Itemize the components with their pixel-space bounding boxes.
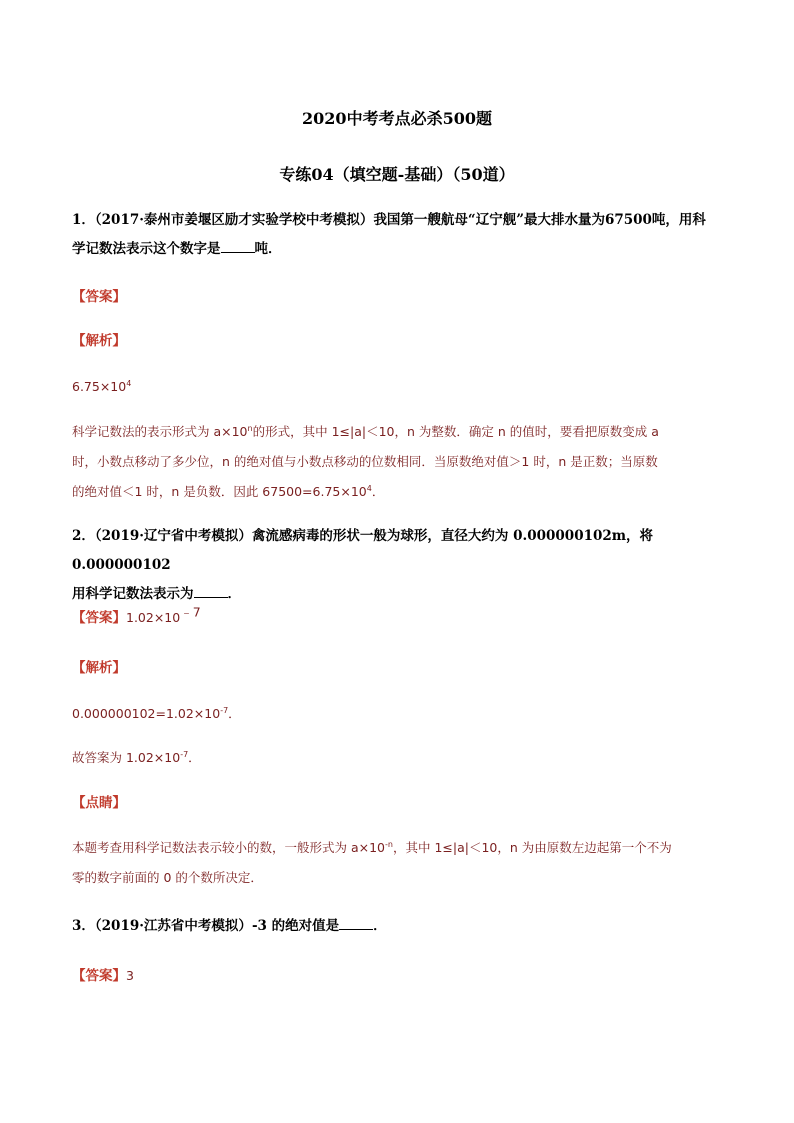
answer-value: 3 — [126, 968, 134, 983]
question-2-number: 2． — [72, 528, 95, 544]
calc-end: ． — [228, 706, 241, 721]
analysis-label: 【解析】 — [72, 660, 126, 676]
comment-exponent: -n — [385, 839, 393, 849]
question-2-comment — [72, 833, 722, 893]
question-2-line-1 — [72, 522, 722, 580]
question-1-line-1 — [72, 206, 722, 235]
calc-exponent: -7 — [220, 705, 229, 715]
explanation-line-2: 时，小数点移动了多少位，n 的绝对值与小数点移动的位数相同．当原数绝对值＞1 时，n 是正数；当原数 — [72, 454, 658, 469]
question-1-result — [72, 372, 722, 401]
question-2-source: （2019·辽宁省中考模拟） — [94, 528, 252, 544]
question-1 — [72, 206, 722, 264]
question-1-text-1: 我国第一艘航母“辽宁舰”最大排水量为67500吨，用科 — [373, 212, 706, 228]
analysis-label: 【解析】 — [72, 333, 126, 349]
question-2-answer — [72, 603, 722, 633]
comment-text: ，其中 1≤|a|＜10，n 为由原数左边起第一个不为 — [392, 840, 672, 855]
answer-value: 1.02×10 — [126, 610, 181, 625]
question-3-answer — [72, 961, 722, 991]
conclusion-text: 故答案为 1.02×10 — [72, 750, 181, 765]
explanation-exponent: 4 — [366, 483, 372, 493]
answer-blank — [194, 585, 228, 598]
answer-exponent: ﹣7 — [180, 604, 201, 620]
question-3-end: ． — [373, 918, 387, 934]
question-2-conclusion — [72, 743, 722, 772]
question-1-text-3: 吨． — [254, 241, 282, 257]
question-1-line-2 — [72, 235, 722, 264]
result-exponent: 4 — [126, 378, 132, 388]
answer-label: 【答案】 — [72, 968, 126, 984]
question-3-number: 3． — [72, 918, 95, 934]
answer-label: 【答案】 — [72, 289, 126, 305]
comment-line-2: 零的数字前面的 0 的个数所决定． — [72, 870, 263, 885]
answer-blank — [339, 917, 373, 930]
question-3-text: -3 的绝对值是 — [251, 918, 340, 934]
conclusion-exponent: -7 — [180, 749, 189, 759]
explanation-text: 的绝对值＜1 时，n 是负数．因此 67500=6.75×10 — [72, 484, 367, 499]
question-1-explanation — [72, 417, 722, 507]
comment-label: 【点睛】 — [72, 795, 126, 811]
result-base: 6.75×10 — [72, 379, 127, 394]
question-2-text-3: ． — [227, 586, 241, 602]
explanation-text: 的形式，其中 1≤|a|＜10，n 为整数．确定 n 的值时，要看把原数变成 a — [252, 424, 659, 439]
answer-label: 【答案】 — [72, 610, 126, 626]
question-2-text-1: 禽流感病毒的形状一般为球形，直径大约为 0.000000102m，将 0.000000102 — [72, 528, 654, 573]
calc-text: 0.000000102=1.02×10 — [72, 706, 221, 721]
question-3 — [72, 912, 722, 941]
question-1-source: （2017·泰州市姜堰区励才实验学校中考模拟） — [94, 212, 374, 228]
page-title: 2020中考考点必杀500题 — [302, 109, 492, 128]
question-2 — [72, 522, 722, 609]
explanation-text: ． — [371, 484, 385, 499]
explanation-line-3 — [72, 477, 722, 507]
question-2-calculation — [72, 699, 722, 728]
conclusion-end: ． — [188, 750, 201, 765]
explanation-text: 科学记数法的表示形式为 a×10 — [72, 424, 248, 439]
comment-line-1 — [72, 833, 722, 863]
explanation-line-1 — [72, 417, 722, 447]
question-2-text-2: 用科学记数法表示为 — [72, 586, 194, 602]
page-subtitle: 专练04（填空题-基础）（50道） — [279, 165, 515, 184]
question-1-number: 1． — [72, 212, 95, 228]
comment-text: 本题考查用科学记数法表示较小的数，一般形式为 a×10 — [72, 840, 386, 855]
explanation-exponent: n — [247, 423, 253, 433]
answer-blank — [221, 240, 255, 253]
question-3-source: （2019·江苏省中考模拟） — [94, 918, 252, 934]
question-1-text-2: 学记数法表示这个数字是 — [72, 241, 221, 257]
